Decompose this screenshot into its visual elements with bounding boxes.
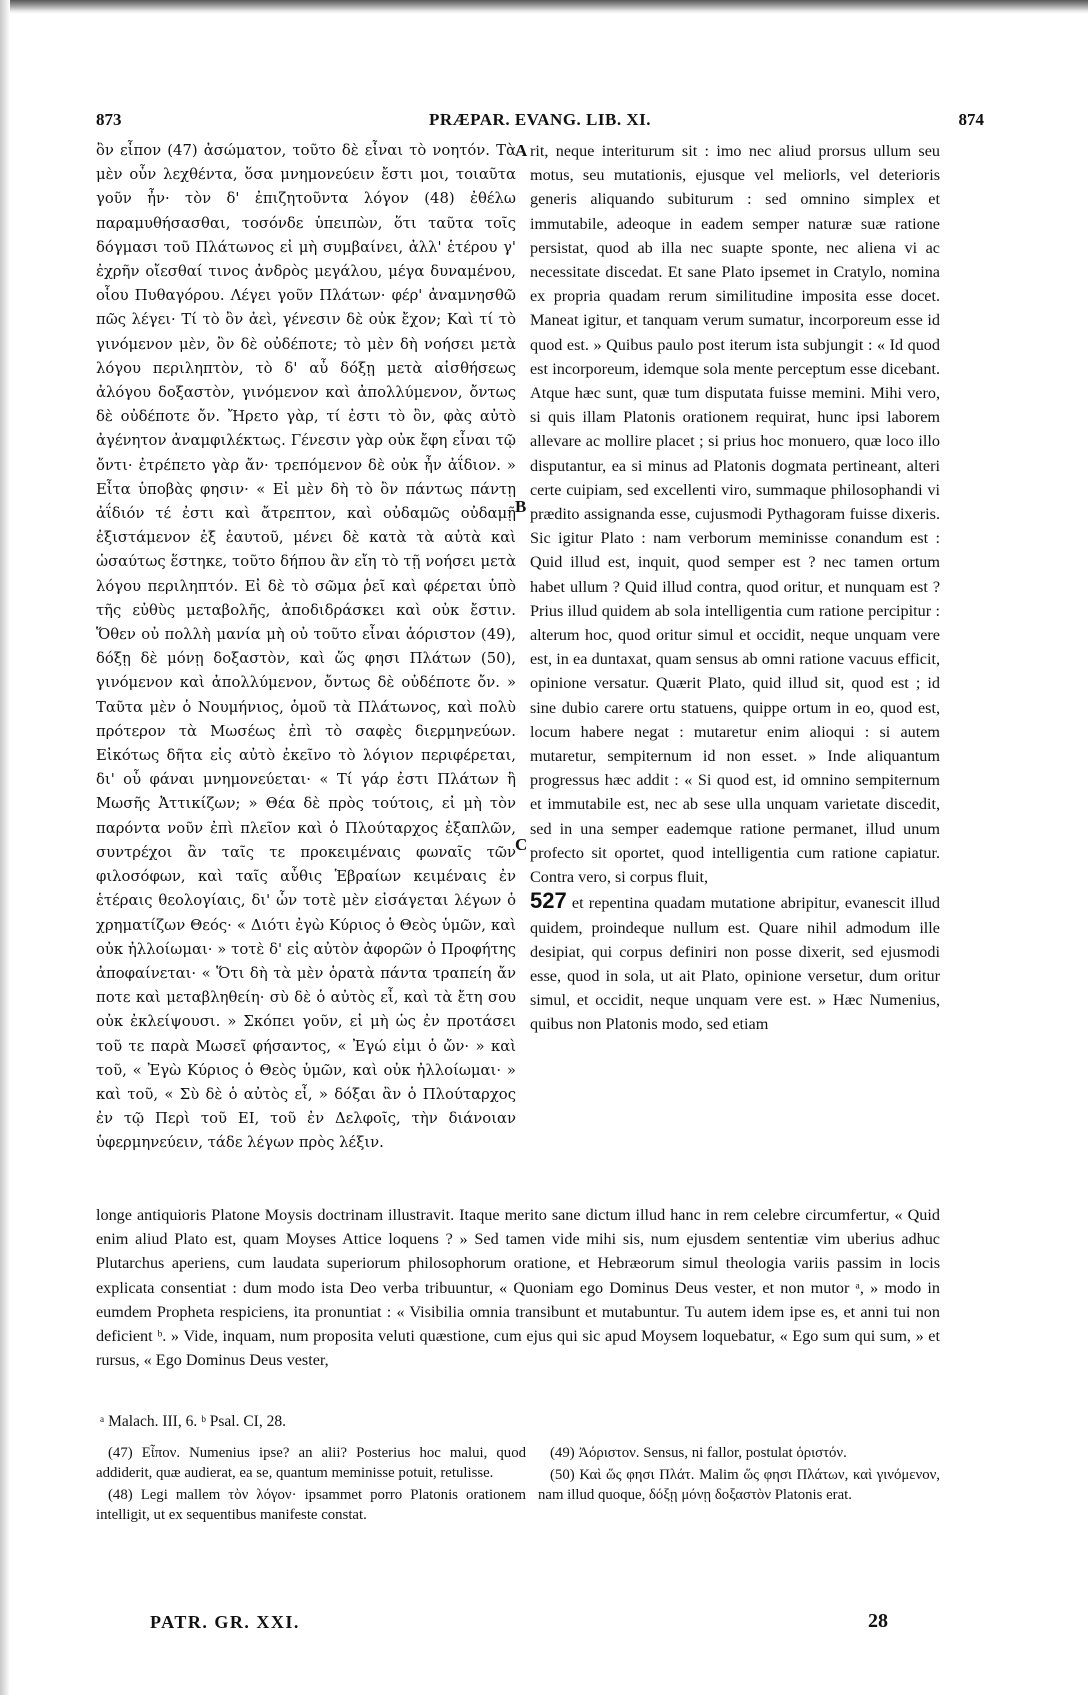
footnotes-right <box>538 1443 940 1507</box>
greek-text: ὃν εἶπον (47) ἀσώματον, τοῦτο δὲ εἶναι τὸ νοητόν. Τὰ μὲν οὖν λεχθέντα, ὅσα μνημονεύειν ἔστι μοι, τοιαῦτα γοῦν ἦν· τὸν δ' ἐπιζητοῦντα λόγον (48) ἐθέλω παραμυθήσασθαι, τοσόνδε ὑπειπὼν, ὅτι ταῦτα τοῖς δόγμασι τοῦ Πλάτωνος εἰ μὴ συμβαίνει, ἀλλ' ἑτέρου γ' ἐχρῆν οἴεσθαί τινος ἀνδρὸς μεγάλου, μέγα δυναμένου, οἷου Πυθαγόρου. Λέγει γοῦν Πλάτων· φέρ' ἀναμνησθῶ πῶς λέγει· Τί τὸ ὂν ἀεὶ, γένεσιν δὲ οὐκ ἔχον; Καὶ τί τὸ γινόμενον μὲν, ὂν δὲ οὐδέποτε; τὸ μὲν δὴ νοήσει μετὰ λόγου περιληπτὸν, τὸ δ' αὖ δόξῃ μετὰ αἰσθήσεως ἀλόγου δοξαστὸν, γινόμενον καὶ ἀπολλύμενον, ὄντως δὲ οὐδέποτε ὄν. Ἤρετο γὰρ, τί ἐστι τὸ ὂν, φὰς αὐτὸ ἀγένητον ἀναμφιλέκτως. Γένεσιν γὰρ οὐκ ἔφη εἶναι τῷ ὄντι· ἐτρέπετο γὰρ ἄν· τρεπόμενον δὲ οὐκ ἦν ἀΐδιον. » Εἶτα ὑποβὰς φησιν· « Εἰ μὲν δὴ τὸ ὂν πάντως πάντῃ ἀΐδιόν τέ ἐστι καὶ ἄτρεπτον, καὶ οὐδαμῶς οὐδαμῇ ἐξιστάμενον ἐξ ἑαυτοῦ, μένει δὲ κατὰ τὰ αὐτὰ καὶ ὡσαύτως ἕστηκε, τοῦτο δήπου ἂν εἴη τὸ τῇ νοήσει μετὰ λόγου περιληπτόν. Εἰ δὲ τὸ σῶμα ῥεῖ καὶ φέρεται ὑπὸ τῆς εὐθὺς μεταβολῆς, ἀποδιδράσκει καὶ οὐκ ἔστιν. Ὅθεν οὐ πολλὴ μανία μὴ οὐ τοῦτο εἶναι ἀόριστον (49), δόξῃ δὲ μόνῃ δοξαστὸν, καὶ ὥς φησι Πλάτων (50), γινόμενον καὶ ἀπολλύμενον, ὄντως δὲ οὐδέποτε ὄν. » Ταῦτα μὲν ὁ Νουμήνιος, ὁμοῦ τὰ Πλάτωνος, καὶ πολὺ πρότερον τὰ Μωσέως ἐπὶ τὸ σαφὲς διερμηνεύων. Εἰκότως δῆτα εἰς αὐτὸ ἐκεῖνο τὸ λόγιον περιφέρεται, δι' οὗ φάναι μνημονεύεται· « Τί γάρ ἐστι Πλάτων ἢ Μωσῆς Ἀττικίζων; » Θέα δὲ πρὸς τούτοις, εἰ μὴ τὸν παρόντα νοῦν ἐπὶ πλεῖον καὶ ὁ Πλούταρχος ἐξαπλῶν, συντρέχοι ἂν ταῖς τε προκειμέναις φωναῖς τῶν φιλοσόφων, καὶ ταῖς αὖθις Ἑβραίων κειμέναις ἐν ἑτέραις θεολογίαις, δι' ὧν τοτὲ μὲν εἰσάγεται λέγων ὁ χρηματίζων Θεός· « Διότι ἐγὼ Κύριος ὁ Θεὸς ὑμῶν, καὶ οὐκ ἠλλοίωμαι· » τοτὲ δ' εἰς αὐτὸν ἀφορῶν ὁ Προφήτης ἀποφαίνεται· « Ὅτι δὴ τὰ μὲν ὁρατὰ πάντα τραπείη ἄν ποτε καὶ μεταβληθείη· σὺ δὲ ὁ αὐτὸς εἶ, καὶ τὰ ἔτη σου οὐκ ἐκλείψουσι. » Σκόπει γοῦν, εἰ μὴ ὡς ἐν προτάσει τοῦ τε παρὰ Μωσεῖ φήσαντος, « Ἐγώ εἰμι ὁ ὤν· » καὶ τοῦ, « Ἐγὼ Κύριος ὁ Θεὸς ὑμῶν, καὶ οὐκ ἠλλοίωμαι· » καὶ τοῦ, « Σὺ δὲ ὁ αὐτὸς εἶ, » δόξαι ἂν ὁ Πλούταρχος ἐν τῷ Περὶ τοῦ ΕΙ, τοῦ ἐν Δελφοῖς, τὴν διάνοιαν ὑφερμηνεύειν, τάδε λέγων πρὸς λέξιν. <box>96 142 516 1152</box>
running-title: PRÆPAR. EVANG. LIB. XI. <box>429 110 651 129</box>
volume-signature: PATR. GR. XXI. <box>150 1612 300 1632</box>
section-marker-a: A <box>515 141 528 160</box>
section-marker-b: B <box>515 497 527 516</box>
full-width-text <box>96 1203 940 1372</box>
footnote-48: (48) Legi mallem τὸν λόγον· ipsammet porro Platonis orationem intelligit, ut ex sequentibus manifeste constat. <box>96 1487 526 1523</box>
footnote-47: (47) Εἶπον. Numenius ipse? an alii? Posterius hoc malui, quod addiderit, quæ audierat, ea se, quantum meminisse potuit, retulisse. <box>96 1445 526 1481</box>
column-number: 527 <box>530 888 567 914</box>
latin-text: rit, neque interiturum sit : imo nec aliud prorsus ullum seu motus, seu mutationis, ejusque vel meliorls, vel deterioris generis aliquando subiturum : sed omnino simplex et immutabile, adeoque in eadem semper naturæ suæ ratione persistat, quod ab illa nec suapte sponte, nec aliena vi ac necessitate discedat. Et sane Plato ipsemet in Cratylo, nomina ex propria quadam rerum similitudine imposita esse docet. Maneat igitur, et tanquam verum sumatur, incorporeum esse id quod est. » Quibus paulo post iterum ista subjungit : « Id quod est incorporeum, idemque sola mente perceptum esse dicebant. Atque hæc sunt, quæ tum disputata fuisse memini. Mihi vero, si quis illam Platonis orationem requirat, hunc ipsi laborem allevare ac mollire placet ; si prius hoc monuero, quæ loco illo disputantur, ea si minus ad Platonis dogmata pertineant, alteri certe cuipiam, sed excellenti viro, summaque philosophandi vi prædito assignanda esse, cujusmodi Pythagoram fuisse dixeris. Sic igitur Plato : nam verborum meminisse conandum est : Quid illud est, inquit, quod semper est ? nec tamen ortum habet ullum ? Quid illud contra, quod oritur, et nunquam est ? Prius illud quidem ab sola intelligentia cum ratione percipitur : alterum hoc, quod oritur simul et occidit, neque unquam vere est, in ea duntaxat, quam sensus ab omni ratione vacuus efficit, opinione versatur. Quærit Plato, quid illud sit, quod est ; id sine dubio carere ortu statuens, quippe ortum in eo, quod est, locum habere negat : mutaretur enim alioqui : si autem mutaretur, sempiternum id non esset. » Inde aliquantum progressus hæc addit : « Si quod est, id omnino sempiternum et immutabile est, nec ab sese ulla unquam varietate discedit, sed in una semper eademque ratione permanet, illud unum profecto sit oportet, quod intelligentia cum ratione capiatur. Contra vero, si corpus fluit, <box>530 142 940 887</box>
latin-text-continued <box>530 889 940 1036</box>
section-marker-c: C <box>515 835 528 854</box>
signature-number: 28 <box>868 1610 888 1632</box>
full-width-paragraph: longe antiquioris Platone Moysis doctrinam illustravit. Itaque merito sane dictum illud hanc in rem celebre circumfertur, « Quid enim aliud Plato est, quam Moyses Attice loquens ? » Sed tamen vide mihi sis, num ejusdem sententiæ vim uberius adhuc Plutarchus aperiens, cum laudata superiorum philosophorum oratione, et Hebræorum simul theologia variis passim in locis explicata consentiat : dum modo ista Deo verba tribuuntur, « Quoniam ego Dominus Deus vester, et non mutor ᵃ, » modo in eumdem Propheta respiciens, ita pronuntiat : « Visibilia omnia transibunt et mutabuntur. Tu autem idem ipse es, et anni tui non deficient ᵇ. » Vide, inquam, num proposita veluti quæstione, cum ejus qui sic apud Moysem loquebatur, « Ego sum qui sum, » et rursus, « Ego Dominus Deus vester, <box>96 1206 940 1370</box>
greek-column <box>96 139 516 1156</box>
page-header <box>96 110 984 134</box>
scan-left-edge <box>0 0 10 1695</box>
footnote-50: (50) Καὶ ὥς φησι Πλάτ. Malim ὥς φησι Πλάτων, καὶ γινόμενον, nam illud quoque, δόξῃ μόνῃ δοξαστὸν Platonis erat. <box>538 1467 940 1503</box>
page-number-right: 874 <box>958 110 984 129</box>
latin-text-cont: et repentina quadam mutatione abripitur, evanescit illud quidem, proindeque nullum est. Quare nihil admodum ille desipiat, qui corpus definiri non posse dixerit, sed ejusmodi esse, quod in sola, ut ait Plato, opinione versetur, dum oritur simul, et occidit, neque unquam vere est. » Hæc Numenius, quibus non Platonis modo, sed etiam <box>530 894 941 1034</box>
scripture-references: ᵃ Malach. III, 6. ᵇ Psal. CI, 28. <box>100 1413 286 1430</box>
page-number-left: 873 <box>96 110 122 129</box>
footnote-49: (49) Ἀόριστον. Sensus, ni fallor, postulat ὁριστόν. <box>550 1445 847 1461</box>
footnotes-left <box>96 1443 526 1527</box>
scan-top-edge <box>0 0 1088 14</box>
latin-column <box>530 139 940 1037</box>
